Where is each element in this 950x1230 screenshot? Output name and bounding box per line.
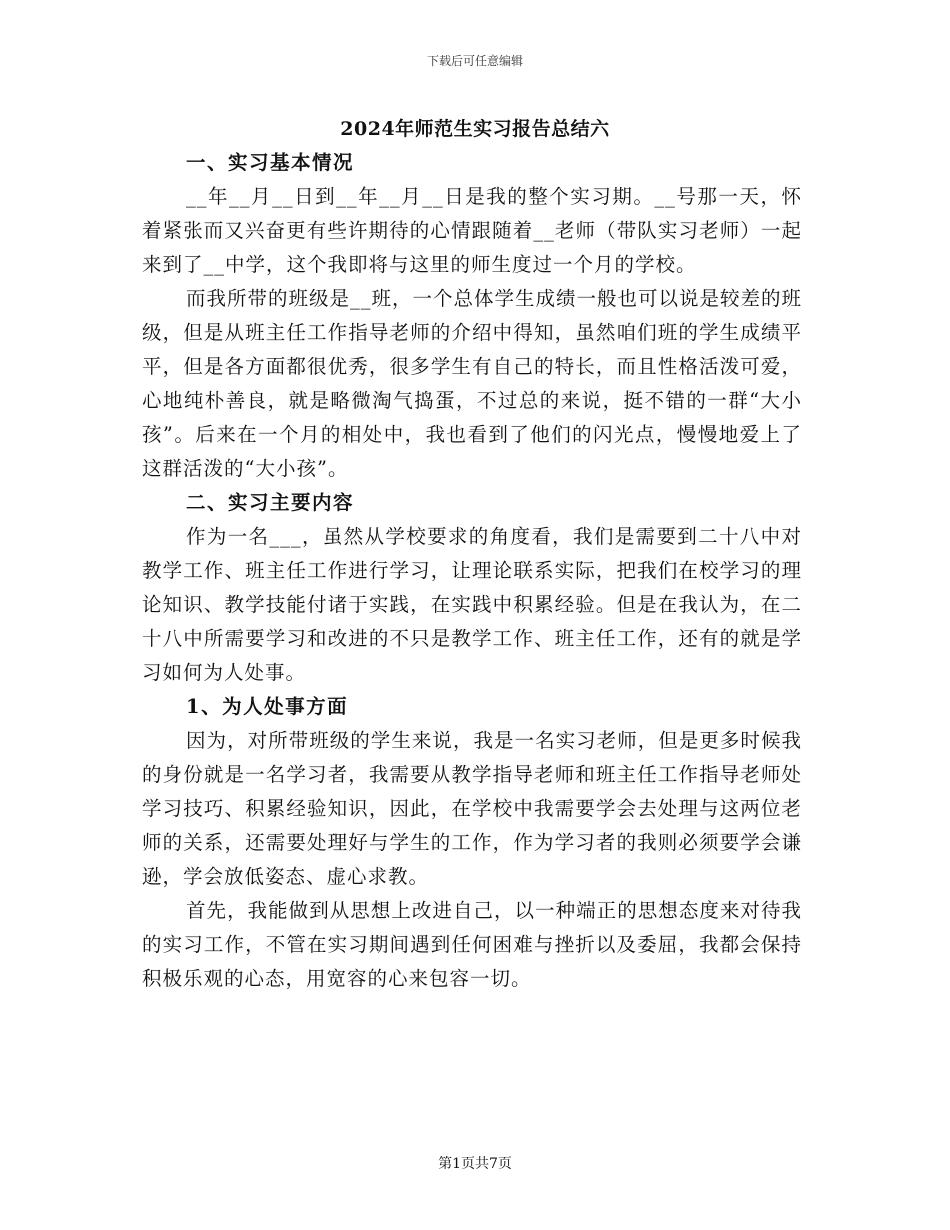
- page-number: 第1页共7页: [438, 1156, 512, 1172]
- paragraph: 首先，我能做到从思想上改进自己，以一种端正的思想态度来对待我的实习工作，不管在实习期间遇到任何困难与挫折以及委屈，我都会保持积极乐观的心态，用宽容的心来包容一切。: [142, 899, 802, 990]
- paragraph: 作为一名___，虽然从学校要求的角度看，我们是需要到二十八中对教学工作、班主任工作进行学习，让理论联系实际，把我们在校学习的理论知识、教学技能付诸于实践，在实践中积累经验。但是在我认为，在二十八中所需要学习和改进的不只是教学工作、班主任工作，还有的就是学习如何为人处事。: [142, 525, 802, 684]
- section-main-content: [142, 486, 802, 690]
- section-heading: 二、实习主要内容: [186, 491, 355, 514]
- section-basic-situation: [142, 146, 802, 486]
- paragraph: 而我所带的班级是__班，一个总体学生成绩一般也可以说是较差的班级，但是从班主任工作指导老师的介绍中得知，虽然咱们班的学生成绩平平，但是各方面都很优秀，很多学生有自己的特长，而且性格活泼可爱，心地纯朴善良，就是略微淘气捣蛋，不过总的来说，挺不错的一群“大小孩”。后来在一个月的相处中，我也看到了他们的闪光点，慢慢地爱上了这群活泼的“大小孩”。: [142, 287, 803, 480]
- section-heading: 一、实习基本情况: [186, 151, 355, 174]
- section-interpersonal: [142, 690, 802, 996]
- document-body: [142, 146, 802, 996]
- page-header-note: 下载后可任意编辑: [426, 54, 523, 68]
- paragraph: __年__月__日到__年__月__日是我的整个实习期。__号那一天，怀着紧张而又兴奋更有些许期待的心情跟随着__老师（带队实习老师）一起来到了__中学，这个我即将与这里的师生度过一个月的学校。: [142, 185, 802, 276]
- paragraph: 因为，对所带班级的学生来说，我是一名实习老师，但是更多时候我的身份就是一名学习者，我需要从教学指导老师和班主任工作指导老师处学习技巧、积累经验知识，因此，在学校中我需要学会去处理与这两位老师的关系，还需要处理好与学生的工作，作为学习者的我则必须要学会谦逊，学会放低姿态、虚心求教。: [142, 729, 802, 888]
- document-title: 2024年师范生实习报告总结六: [340, 118, 610, 140]
- subsection-heading: 1、为人处事方面: [186, 695, 349, 718]
